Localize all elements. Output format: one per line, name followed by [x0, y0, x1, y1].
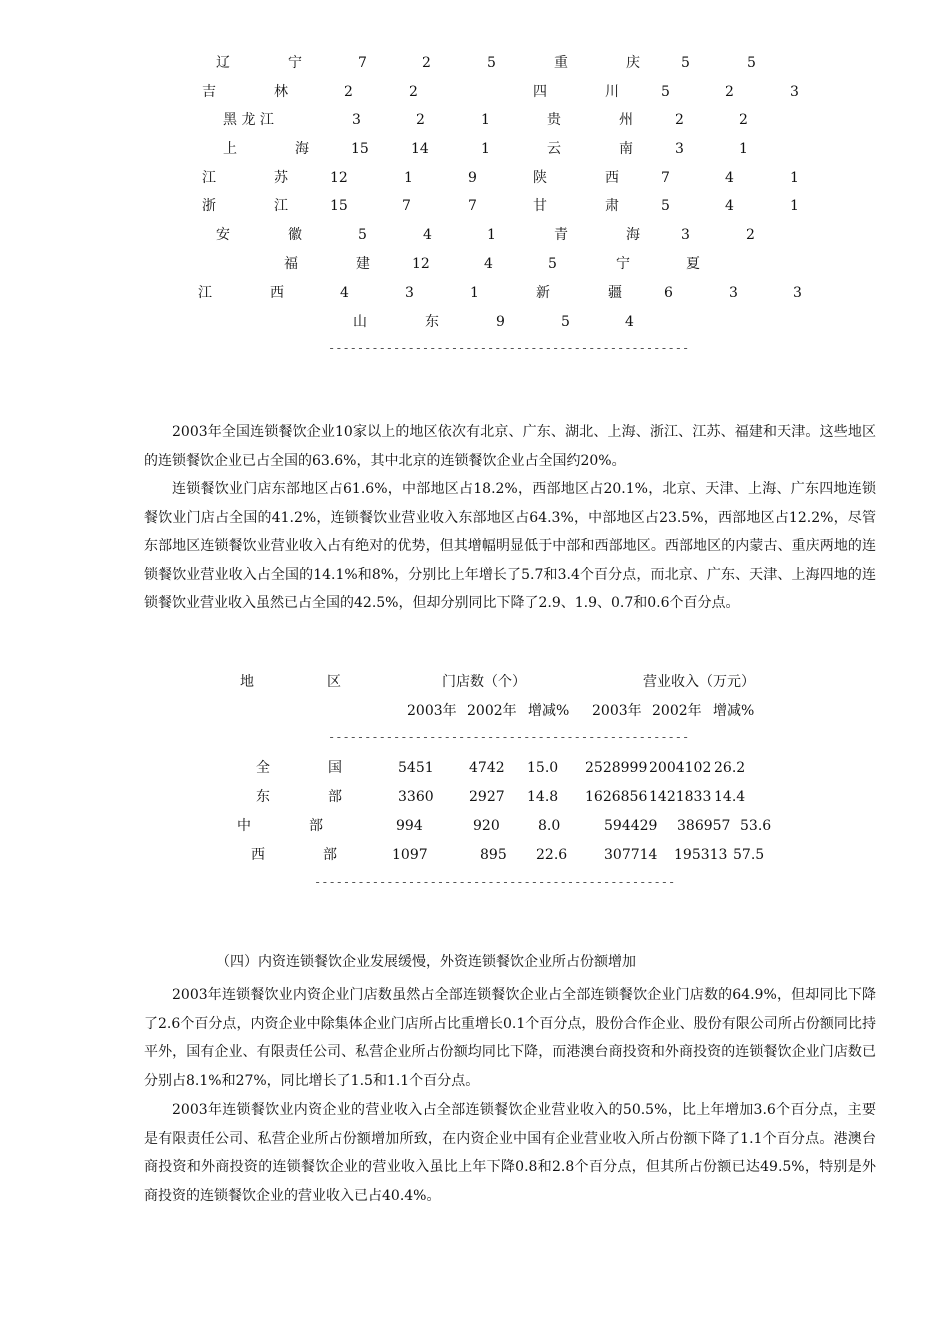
cell: 4: [725, 170, 734, 186]
cell: 12: [412, 256, 430, 272]
cell: 江: [274, 198, 288, 214]
cell: 3: [790, 84, 799, 100]
cell: 宁: [616, 256, 630, 272]
cell: 7: [468, 198, 477, 214]
cell: 海: [626, 227, 640, 243]
cell: 5: [661, 198, 670, 214]
cell: 7: [402, 198, 411, 214]
cell: 1421833: [649, 789, 712, 805]
cell: 14: [411, 141, 429, 157]
subheader: 2003年: [407, 703, 457, 719]
cell: 1: [790, 198, 799, 214]
cell: 3360: [398, 789, 434, 805]
table-rule: --------------------------------------------------: [328, 341, 690, 355]
cell: 2: [746, 227, 755, 243]
cell: 5: [681, 55, 690, 71]
cell: 920: [473, 818, 500, 834]
cell: 海: [295, 141, 309, 157]
cell: 195313: [674, 847, 728, 863]
cell: 肃: [605, 198, 619, 214]
cell: 3: [729, 285, 738, 301]
cell: 陕: [533, 170, 547, 186]
cell: 3: [681, 227, 690, 243]
cell: 1: [470, 285, 479, 301]
cell: 南: [619, 141, 633, 157]
cell: 8.0: [538, 818, 561, 834]
cell: 3: [405, 285, 414, 301]
header-revenue: 营业收入（万元）: [643, 674, 755, 690]
cell: 1: [481, 112, 490, 128]
subheader: 增减%: [713, 703, 755, 719]
cell: 州: [619, 112, 633, 128]
cell: 辽: [216, 55, 230, 71]
cell: 2: [739, 112, 748, 128]
cell: 6: [664, 285, 673, 301]
cell: 3: [352, 112, 361, 128]
cell: 吉: [202, 84, 216, 100]
cell: 5451: [398, 760, 434, 776]
cell: 5: [747, 55, 756, 71]
cell: 2: [422, 55, 431, 71]
cell: 57.5: [733, 847, 765, 863]
cell: 西: [270, 285, 284, 301]
cell: 林: [274, 84, 288, 100]
cell: 贵: [547, 112, 561, 128]
cell: 安: [216, 227, 230, 243]
cell: 2: [416, 112, 425, 128]
subheader: 增减%: [528, 703, 570, 719]
cell: 1097: [392, 847, 428, 863]
cell: 江: [202, 170, 216, 186]
cell: 甘: [533, 198, 547, 214]
cell: 2: [344, 84, 353, 100]
subheader: 2002年: [467, 703, 517, 719]
cell: 386957: [677, 818, 731, 834]
cell: 山: [353, 314, 367, 330]
cell: 895: [480, 847, 507, 863]
paragraph: 2003年全国连锁餐饮企业10家以上的地区依次有北京、广东、湖北、上海、浙江、江苏、福建和天津。这些地区的连锁餐饮企业已占全国的63.6%，其中北京的连锁餐饮企业占全国约20%。: [144, 424, 876, 469]
cell: 3: [675, 141, 684, 157]
header-stores: 门店数（个）: [442, 674, 526, 690]
cell: 14.4: [714, 789, 746, 805]
cell: 5: [358, 227, 367, 243]
cell: 53.6: [740, 818, 772, 834]
cell: 2004102: [649, 760, 712, 776]
cell: 川: [605, 84, 619, 100]
cell: 2528999: [585, 760, 648, 776]
cell: 上: [223, 141, 237, 157]
table-row: 部: [328, 789, 342, 805]
cell: 4742: [469, 760, 505, 776]
cell: 5: [561, 314, 570, 330]
cell: 四: [533, 84, 547, 100]
table-row: 部: [323, 847, 337, 863]
cell: 3: [793, 285, 802, 301]
table-row: 国: [328, 760, 342, 776]
paragraph: 2003年连锁餐饮业内资企业门店数虽然占全部连锁餐饮企业占全部连锁餐饮企业门店数的64.9%，但却同比下降了2.6个百分点，内资企业中除集体企业门店所占比重增长0.1个百分点，股份合作企业、股份有限公司所占份额同比持平外，国有企业、有限责任公司、私营企业所占份额均同比下降，而港澳台商投资和外商投资的连锁餐饮企业门店数已分别占8.1%和27%，同比增长了1.5和1.1个百分点。: [144, 987, 876, 1089]
cell: 15: [330, 198, 348, 214]
cell: 2927: [469, 789, 505, 805]
paragraph: 连锁餐饮业门店东部地区占61.6%，中部地区占18.2%，西部地区占20.1%，北京、天津、上海、广东四地连锁餐饮业门店占全国的41.2%，连锁餐饮业营业收入东部地区占64.3%，中部地区占23.5%，西部地区占12.2%，尽管东部地区连锁餐饮业营业收入占有绝对的优势，但其增幅明显低于中部和西部地区。西部地区的内蒙古、重庆两地的连锁餐饮业营业收入占全国的14.1%和8%，分别比上年增长了5.7和3.4个百分点，而北京、广东、天津、上海四地的连锁餐饮业营业收入虽然已占全国的42.5%，但却分别同比下降了2.9、1.9、0.7和0.6个百分点。: [144, 481, 876, 612]
table-rule: --------------------------------------------------: [314, 875, 676, 889]
cell: 5: [661, 84, 670, 100]
cell: 1: [790, 170, 799, 186]
table-row: 西: [251, 847, 265, 863]
table-row: 全: [256, 760, 270, 776]
cell: 2: [675, 112, 684, 128]
cell: 4: [340, 285, 349, 301]
cell: 15.0: [527, 760, 559, 776]
cell: 9: [496, 314, 505, 330]
cell: 1: [739, 141, 748, 157]
cell: 夏: [686, 256, 700, 272]
cell: 东: [425, 314, 439, 330]
table-row: 部: [309, 818, 323, 834]
cell: 4: [725, 198, 734, 214]
cell: 疆: [608, 285, 622, 301]
cell: 26.2: [714, 760, 746, 776]
cell: 7: [358, 55, 367, 71]
cell: 4: [423, 227, 432, 243]
cell: 浙: [202, 198, 216, 214]
cell: 新: [536, 285, 550, 301]
cell: 青: [554, 227, 568, 243]
cell: 4: [484, 256, 493, 272]
cell: 5: [548, 256, 557, 272]
cell: 徽: [288, 227, 302, 243]
cell: 307714: [604, 847, 658, 863]
cell: 5: [487, 55, 496, 71]
table-row: 中: [237, 818, 251, 834]
cell: 云: [547, 141, 561, 157]
cell: 9: [468, 170, 477, 186]
cell: 1: [404, 170, 413, 186]
cell: 14.8: [527, 789, 559, 805]
cell: 594429: [604, 818, 658, 834]
cell: 4: [625, 314, 634, 330]
cell: 2: [409, 84, 418, 100]
cell: 苏: [274, 170, 288, 186]
cell: 庆: [626, 55, 640, 71]
cell: 黑 龙 江: [223, 112, 274, 128]
cell: 福: [284, 256, 298, 272]
table-rule: --------------------------------------------------: [328, 730, 690, 744]
cell: 7: [661, 170, 670, 186]
paragraph: 2003年连锁餐饮业内资企业的营业收入占全部连锁餐饮企业营业收入的50.5%，比上年增加3.6个百分点，主要是有限责任公司、私营企业所占份额增加所致，在内资企业中国有企业营业收入所占份额下降了1.1个百分点。港澳台商投资和外商投资的连锁餐饮企业的营业收入虽比上年下降0.8和2.8个百分点，但其所占份额已达49.5%，特别是外商投资的连锁餐饮企业的营业收入已占40.4%。: [144, 1102, 876, 1204]
cell: 西: [605, 170, 619, 186]
header-region: 地: [240, 674, 254, 690]
cell: 2: [725, 84, 734, 100]
cell: 15: [351, 141, 369, 157]
table-row: 东: [256, 789, 270, 805]
cell: 江: [198, 285, 212, 301]
cell: 12: [330, 170, 348, 186]
cell: 1: [487, 227, 496, 243]
header-region: 区: [327, 674, 341, 690]
cell: 宁: [288, 55, 302, 71]
section-heading: （四）内资连锁餐饮企业发展缓慢，外资连锁餐饮企业所占份额增加: [216, 954, 636, 970]
cell: 22.6: [536, 847, 568, 863]
cell: 重: [554, 55, 568, 71]
cell: 1: [481, 141, 490, 157]
cell: 994: [396, 818, 423, 834]
subheader: 2002年: [652, 703, 702, 719]
cell: 1626856: [585, 789, 648, 805]
subheader: 2003年: [592, 703, 642, 719]
cell: 建: [356, 256, 370, 272]
